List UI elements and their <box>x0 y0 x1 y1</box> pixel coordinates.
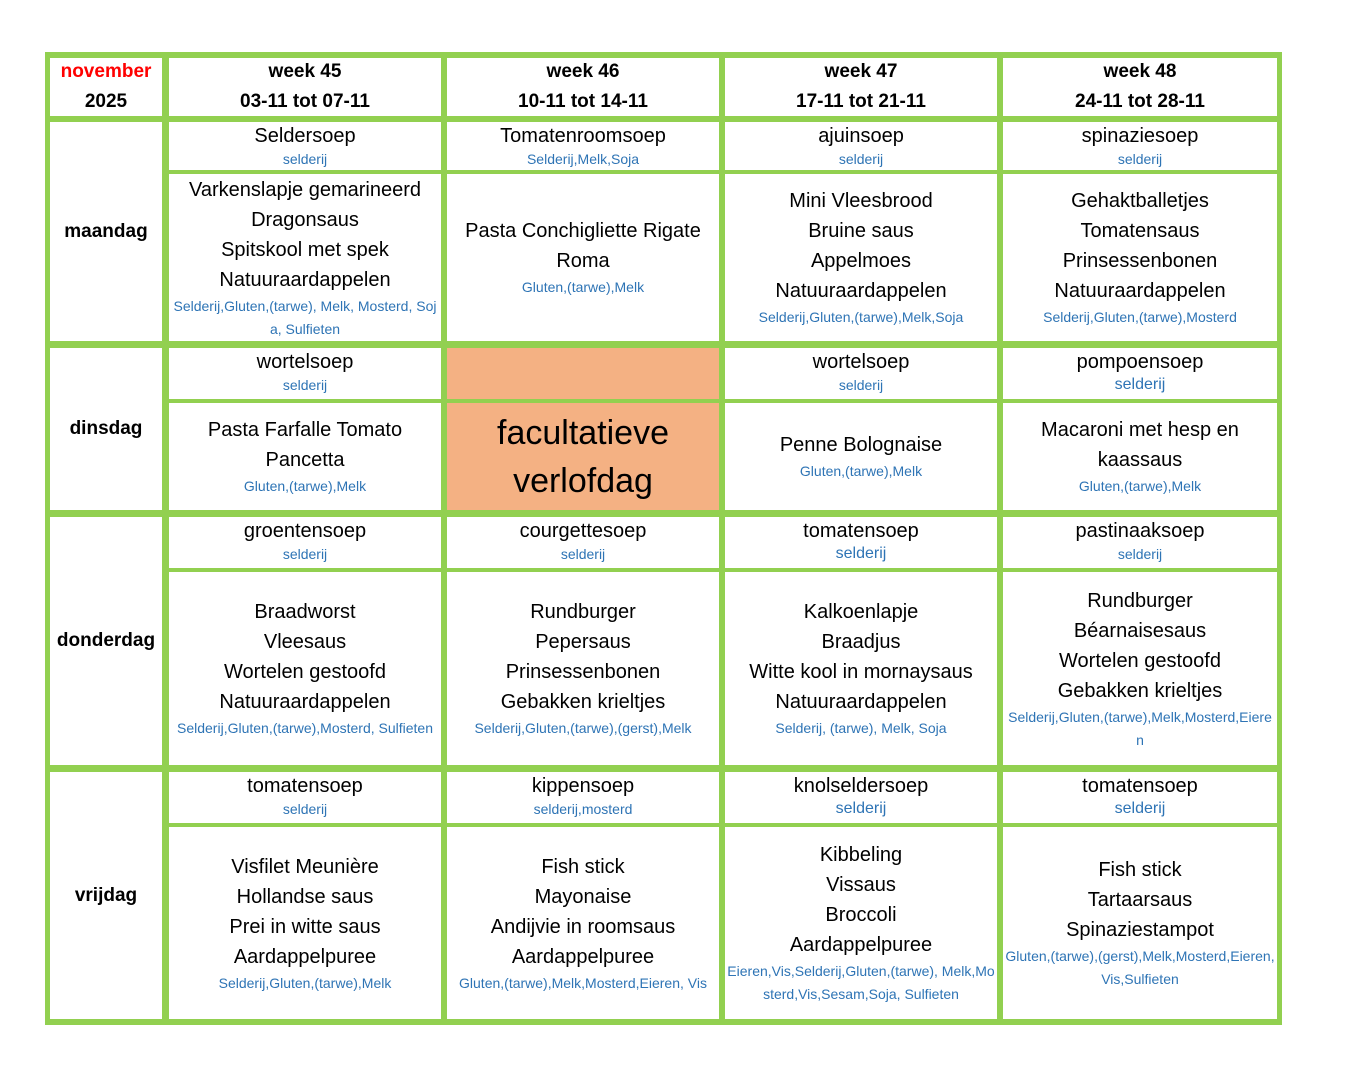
day-name: donderdag <box>56 630 156 651</box>
soup-cell <box>1003 772 1277 823</box>
main-dish-cell <box>1003 827 1277 1019</box>
dish-line: Natuuraardappelen <box>1054 280 1226 302</box>
dish-line: Spitskool met spek <box>221 238 389 261</box>
soup-name: tomatensoep <box>803 520 919 542</box>
dish-line: Rundburger <box>530 601 636 623</box>
main-dish-cell <box>169 827 441 1019</box>
main-dish-cell <box>447 572 719 765</box>
dish-line: Braadworst <box>254 601 356 623</box>
dish-line: Macaroni met hesp en <box>1041 419 1239 441</box>
dish-line: Bruine saus <box>808 220 914 242</box>
soup-allergens: selderij <box>838 151 884 167</box>
soup-cell <box>169 348 441 399</box>
soup-name: tomatensoep <box>247 775 363 797</box>
soup-name: courgettesoep <box>519 520 647 542</box>
soup-cell <box>725 772 997 823</box>
soup-name: spinaziesoep <box>1081 125 1199 147</box>
day-label-cell <box>50 122 162 341</box>
menu-table <box>45 52 1282 1025</box>
dish-line: Spinaziestampot <box>1066 919 1214 941</box>
soup-cell <box>725 122 997 170</box>
dish-line: Aardappelpuree <box>511 945 655 968</box>
dish-line: Vissaus <box>826 874 896 896</box>
dish-line: Pasta Conchigliette Rigate <box>465 220 701 242</box>
dish-line: Varkenslapje gemarineerd <box>189 178 421 201</box>
main-dish-cell <box>1003 174 1277 341</box>
soup-allergens: selderij,mosterd <box>533 801 633 817</box>
soup-allergens: selderij <box>835 545 887 562</box>
dish-line: Braadjus <box>821 631 901 653</box>
dish-allergens: Selderij,Gluten,(tarwe),Melk <box>218 974 392 991</box>
dish-allergens: Selderij, (tarwe), Melk, Soja <box>775 720 947 736</box>
main-dish-cell <box>725 403 997 510</box>
dish-line: Pasta Farfalle Tomato <box>207 419 403 441</box>
dish-line: Prinsessenbonen <box>1062 250 1218 272</box>
dish-allergens: Selderij,Gluten,(tarwe),(gerst),Melk <box>474 720 692 736</box>
soup-allergens: selderij <box>1114 376 1166 393</box>
main-dish-cell <box>169 403 441 510</box>
dish-allergens: Gluten,(tarwe),(gerst),Melk,Mosterd,Eieren,Vis,Sulfieten <box>1005 948 1275 987</box>
dish-line: Tomatensaus <box>1080 220 1200 242</box>
main-dish-cell <box>1003 572 1277 765</box>
soup-name: groentensoep <box>243 520 367 542</box>
dish-line: Penne Bolognaise <box>779 434 943 456</box>
dish-allergens: Selderij,Gluten,(tarwe),Melk,Soja <box>758 309 964 325</box>
main-dish-cell <box>1003 403 1277 510</box>
dish-allergens: Selderij,Gluten,(tarwe), Melk, Mosterd, Soja, Sulfieten <box>173 297 437 337</box>
dish-line: Wortelen gestoofd <box>1059 649 1221 672</box>
dish-line: Aardappelpuree <box>233 945 377 968</box>
soup-cell <box>1003 348 1277 399</box>
soup-name: wortelsoep <box>812 351 910 373</box>
dish-line: Rundburger <box>1087 589 1193 612</box>
month-year-header <box>50 58 162 116</box>
dish-line: kaassaus <box>1097 449 1183 471</box>
dish-line: Mini Vleesbrood <box>789 190 933 212</box>
dish-line: Gebakken krieltjes <box>500 691 666 713</box>
main-dish-cell <box>169 572 441 765</box>
day-name: dinsdag <box>69 418 143 439</box>
dish-line: Mayonaise <box>534 885 632 908</box>
soup-allergens: selderij <box>282 546 328 562</box>
soup-allergens: selderij <box>282 151 328 167</box>
day-name: vrijdag <box>74 884 138 906</box>
dish-line: Natuuraardappelen <box>219 691 391 713</box>
week-range: 03-11 tot 07-11 <box>240 91 370 112</box>
soup-allergens: selderij <box>282 801 328 817</box>
dish-allergens: Eieren,Vis,Selderij,Gluten,(tarwe), Melk,Mosterd,Vis,Sesam,Soja, Sulfieten <box>727 963 995 1002</box>
soup-allergens: selderij <box>838 377 884 393</box>
week-label: week 48 <box>1103 61 1177 82</box>
soup-cell <box>725 348 997 399</box>
day-label-cell <box>50 772 162 1019</box>
dish-line: Fish stick <box>1098 859 1182 881</box>
holiday-cell <box>447 403 719 510</box>
main-dish-cell <box>725 827 997 1019</box>
soup-cell <box>169 517 441 568</box>
dish-line: Gebakken krieltjes <box>1057 679 1223 702</box>
soup-name: kippensoep <box>531 775 635 797</box>
soup-allergens: selderij <box>1117 546 1163 562</box>
soup-cell <box>169 772 441 823</box>
dish-line: Kibbeling <box>819 844 903 866</box>
soup-name: pompoensoep <box>1076 351 1204 373</box>
dish-line: Tartaarsaus <box>1087 889 1193 911</box>
soup-name: pastinaaksoep <box>1075 520 1205 542</box>
dish-line: Hollandse saus <box>236 885 374 908</box>
dish-line: Dragonsaus <box>251 208 359 231</box>
year-label: 2025 <box>84 91 128 112</box>
soup-allergens: selderij <box>1117 151 1163 167</box>
dish-line: Pepersaus <box>535 631 631 653</box>
day-label-cell <box>50 517 162 765</box>
dish-allergens: Gluten,(tarwe),Melk <box>521 279 645 295</box>
day-name: maandag <box>64 220 148 242</box>
week-label: week 47 <box>824 61 898 82</box>
dish-allergens: Selderij,Gluten,(tarwe),Mosterd, Sulfieten <box>177 720 433 736</box>
dish-allergens: Gluten,(tarwe),Melk <box>1078 478 1202 494</box>
soup-cell <box>169 122 441 170</box>
dish-line: Visfilet Meunière <box>231 855 379 878</box>
soup-cell <box>447 772 719 823</box>
week-label: week 46 <box>546 61 620 82</box>
dish-line: Kalkoenlapje <box>803 601 919 623</box>
holiday-soup-cell <box>447 348 719 399</box>
week-range: 24-11 tot 28-11 <box>1075 91 1205 112</box>
dish-line: Prinsessenbonen <box>505 661 661 683</box>
day-label-cell <box>50 348 162 510</box>
dish-line: Witte kool in mornaysaus <box>749 661 973 683</box>
soup-name: ajuinsoep <box>818 125 904 147</box>
soup-allergens: selderij <box>835 800 887 817</box>
dish-line: Andijvie in roomsaus <box>490 915 676 938</box>
dish-allergens: Selderij,Gluten,(tarwe),Melk,Mosterd,Eieren <box>1008 708 1272 748</box>
soup-allergens: selderij <box>282 377 328 393</box>
main-dish-cell <box>447 827 719 1019</box>
dish-line: Béarnaisesaus <box>1073 619 1207 642</box>
soup-name: knolseldersoep <box>793 775 929 797</box>
dish-line: Prei in witte saus <box>229 915 381 938</box>
month-label: november <box>60 61 152 82</box>
dish-line: Roma <box>556 250 610 272</box>
holiday-text: verlofdag <box>513 461 653 500</box>
dish-line: Natuuraardappelen <box>775 691 947 713</box>
dish-line: Fish stick <box>541 855 625 878</box>
dish-line: Gehaktballetjes <box>1071 190 1209 212</box>
main-dish-cell <box>725 174 997 341</box>
week-header <box>725 58 997 116</box>
main-dish-cell <box>447 174 719 341</box>
soup-cell <box>1003 122 1277 170</box>
soup-cell <box>447 517 719 568</box>
week-range: 17-11 tot 21-11 <box>796 91 926 112</box>
soup-allergens: selderij <box>1114 800 1166 817</box>
main-dish-cell <box>169 174 441 341</box>
week-range: 10-11 tot 14-11 <box>518 91 648 112</box>
soup-name: Tomatenroomsoep <box>500 125 666 147</box>
dish-line: Appelmoes <box>810 250 912 272</box>
dish-line: Wortelen gestoofd <box>224 661 386 683</box>
holiday-text: facultatieve <box>497 413 669 452</box>
dish-line: Vleesaus <box>263 631 347 653</box>
week-header <box>169 58 441 116</box>
soup-cell <box>725 517 997 568</box>
main-dish-cell <box>725 572 997 765</box>
soup-allergens: selderij <box>560 546 606 562</box>
dish-line: Pancetta <box>265 449 345 471</box>
soup-allergens: Selderij,Melk,Soja <box>526 151 640 167</box>
week-header <box>1003 58 1277 116</box>
soup-name: wortelsoep <box>256 351 354 373</box>
soup-cell <box>447 122 719 170</box>
dish-allergens: Selderij,Gluten,(tarwe),Mosterd <box>1043 309 1237 325</box>
week-header <box>447 58 719 116</box>
soup-name: tomatensoep <box>1082 775 1198 797</box>
dish-line: Natuuraardappelen <box>775 280 947 302</box>
dish-line: Natuuraardappelen <box>219 268 391 291</box>
dish-allergens: Gluten,(tarwe),Melk,Mosterd,Eieren, Vis <box>459 974 707 991</box>
dish-line: Broccoli <box>825 904 897 926</box>
soup-cell <box>1003 517 1277 568</box>
soup-name: Seldersoep <box>254 125 356 147</box>
week-label: week 45 <box>268 61 342 82</box>
dish-allergens: Gluten,(tarwe),Melk <box>243 478 367 494</box>
dish-line: Aardappelpuree <box>789 934 933 956</box>
dish-allergens: Gluten,(tarwe),Melk <box>799 463 923 479</box>
